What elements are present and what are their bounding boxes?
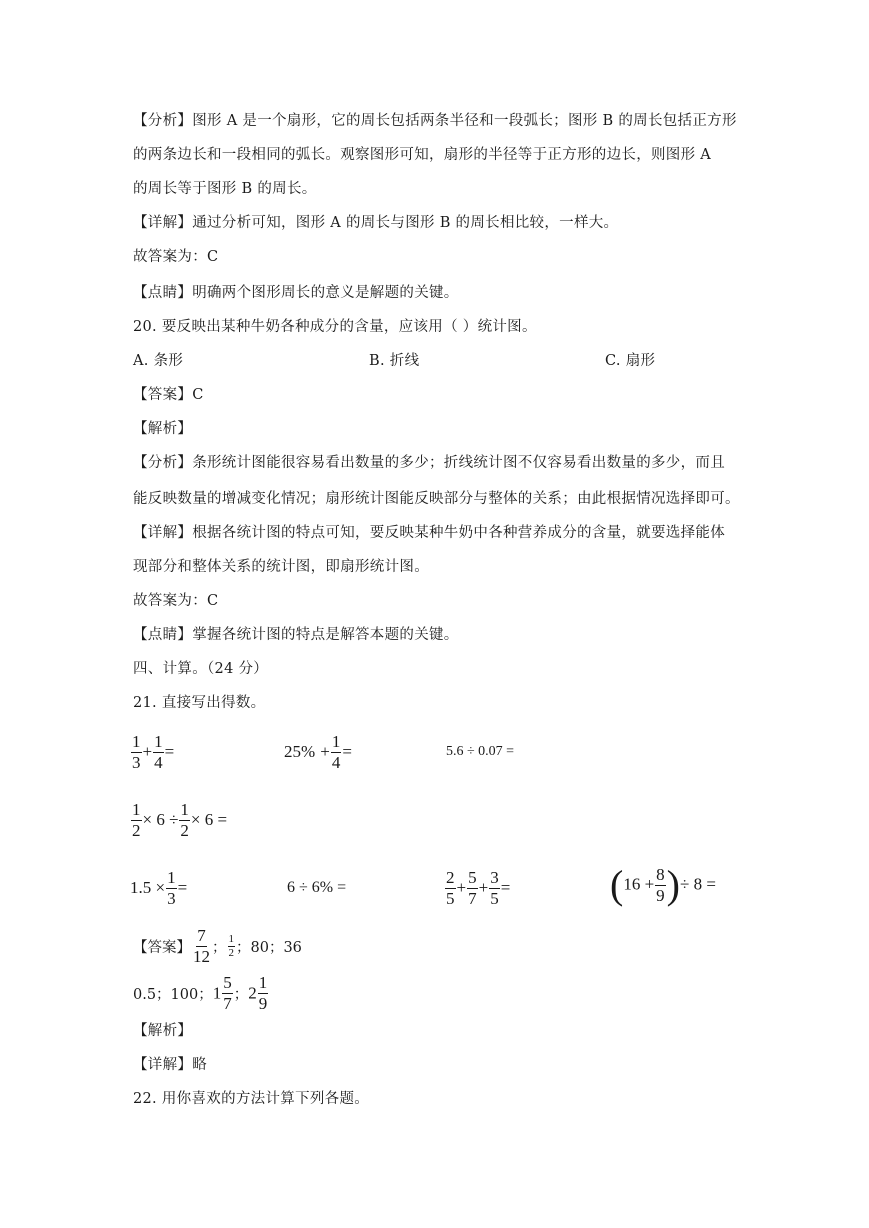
q20-analysis-line1: 【分析】条形统计图能很容易看出数量的多少；折线统计图不仅容易看出数量的多少，而且 bbox=[133, 455, 725, 471]
q20-detail-line2: 现部分和整体关系的统计图，即扇形统计图。 bbox=[133, 559, 429, 575]
q21-expr-3: 5.6 ÷ 0.07 = bbox=[446, 744, 515, 759]
q20-conclusion: 故答案为：C bbox=[133, 593, 219, 609]
q20-option-b: B. 折线 bbox=[369, 353, 420, 369]
q20-analysis-line2: 能反映数量的增减变化情况；扇形统计图能反映部分与整体的关系；由此根据情况选择即可。 bbox=[133, 491, 740, 507]
q20-tip: 【点睛】掌握各统计图的特点是解答本题的关键。 bbox=[133, 627, 459, 643]
q21-answer-line2: 0.5；100；1 $\frac{5}{7}$ ；2 $\frac{1}{9}$ bbox=[133, 973, 268, 1013]
q19-analysis-line2: 的两条边长和一段相同的弧长。观察图形可知，扇形的半径等于正方形的边长，则图形 A bbox=[133, 147, 712, 163]
q19-tip: 【点睛】明确两个图形周长的意义是解题的关键。 bbox=[133, 285, 459, 301]
q20-detail-line1: 【详解】根据各统计图的特点可知，要反映某种牛奶中各种营养成分的含量，就要选择能体 bbox=[133, 525, 725, 541]
q20-question: 20. 要反映出某种牛奶各种成分的含量，应该用（ ）统计图。 bbox=[133, 319, 537, 335]
q21-expr-6: 6 ÷ 6% = bbox=[287, 879, 347, 896]
q20-jiexi: 【解析】 bbox=[133, 421, 193, 437]
q21-expr-5: 1.5 × $\frac{1}{3}$ = bbox=[130, 868, 188, 908]
q19-analysis-line1: 【分析】图形 A 是一个扇形，它的周长包括两条半径和一段弧长；图形 B 的周长包括正方形 bbox=[133, 113, 737, 129]
q19-detail: 【详解】通过分析可知，图形 A 的周长与图形 B 的周长相比较，一样大。 bbox=[133, 215, 619, 231]
q21-detail: 【详解】略 bbox=[133, 1057, 207, 1073]
q21-expr-8: (16 + $\frac{8}{9}$ )÷ 8 = bbox=[610, 862, 716, 907]
q19-analysis-line3: 的周长等于图形 B 的周长。 bbox=[133, 181, 317, 197]
q22-question: 22. 用你喜欢的方法计算下列各题。 bbox=[133, 1091, 370, 1107]
q21-answer-line1: 【答案】 $\frac{7}{12}$ ； $\frac{1}{2}$ ；80；36 bbox=[133, 926, 302, 966]
q21-question: 21. 直接写出得数。 bbox=[133, 695, 266, 711]
q21-expr-1: $\frac{1}{3}$ + $\frac{1}{4}$ = bbox=[132, 732, 175, 772]
q21-expr-2: 25% + $\frac{1}{4}$ = bbox=[284, 732, 352, 772]
section-heading: 四、计算。（24 分） bbox=[133, 661, 269, 677]
q21-expr-4: $\frac{1}{2}$ × 6 ÷ $\frac{1}{2}$ × 6 = bbox=[132, 800, 228, 840]
q20-answer: 【答案】C bbox=[133, 387, 204, 403]
q19-conclusion: 故答案为：C bbox=[133, 249, 219, 265]
q20-option-c: C. 扇形 bbox=[605, 353, 656, 369]
q20-option-a: A. 条形 bbox=[133, 353, 184, 369]
q21-jiexi: 【解析】 bbox=[133, 1023, 193, 1039]
q21-expr-7: $\frac{2}{5}$ + $\frac{5}{7}$ + $\frac{3}{5}$ = bbox=[446, 868, 511, 908]
